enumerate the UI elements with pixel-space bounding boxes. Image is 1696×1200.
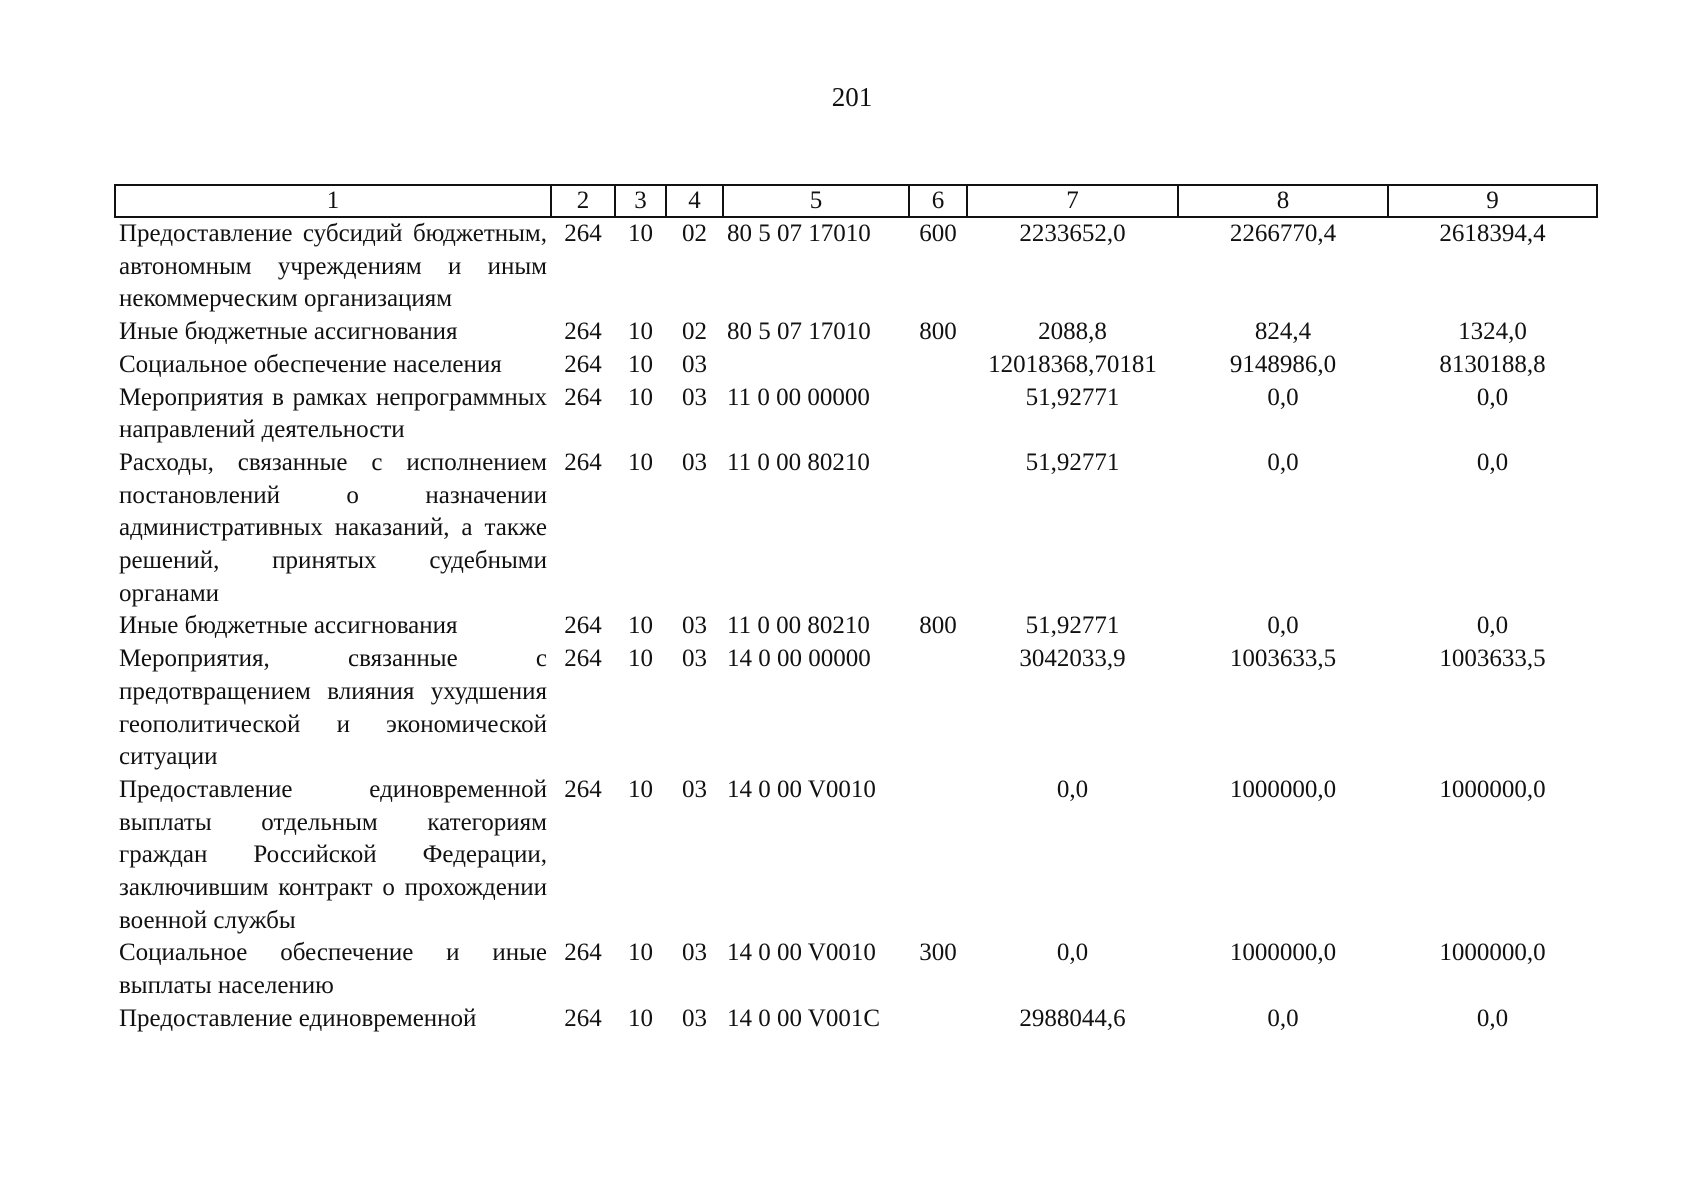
row-section: 10 (628, 645, 653, 673)
row-name: Социальное обеспечение населения (119, 350, 502, 378)
row-amount-7: 2233652,0 (1019, 220, 1126, 247)
budget-table (114, 184, 1598, 1036)
row-name: Расходы, связанные с исполнением постановлений о назначении административных наказаний, а также решений, принятых судебными органами (119, 448, 547, 607)
row-amount-7: 0,0 (1056, 939, 1089, 967)
row-subsection: 03 (682, 350, 707, 378)
row-amount-8: 0,0 (1267, 448, 1299, 476)
row-subsection: 03 (682, 645, 707, 673)
header-col-7: 7 (967, 185, 1178, 217)
row-amount-7: 51,92771 (1025, 383, 1120, 411)
row-target-article: 11 0 00 80210 (727, 612, 870, 640)
table-row (115, 937, 1597, 1002)
row-admin-code: 264 (564, 939, 602, 967)
row-amount-7: 0,0 (1056, 775, 1089, 803)
row-target-article: 80 5 07 17010 (727, 220, 871, 247)
row-subsection: 03 (682, 383, 707, 411)
row-name: Предоставление единовременной (119, 1004, 477, 1032)
row-amount-8: 9148986,0 (1229, 350, 1337, 378)
row-amount-9: 0,0 (1476, 612, 1509, 640)
row-subsection: 03 (682, 612, 707, 640)
row-subsection: 02 (682, 318, 707, 346)
row-amount-9: 0,0 (1476, 383, 1509, 411)
row-amount-8: 0,0 (1267, 383, 1299, 411)
row-subsection: 03 (682, 939, 707, 967)
header-col-2: 2 (551, 185, 615, 217)
table-row (115, 382, 1597, 447)
header-col-6: 6 (909, 185, 967, 217)
row-section: 10 (628, 612, 653, 640)
header-row (115, 185, 1597, 217)
page-number (0, 82, 1696, 112)
row-expense-type (909, 774, 967, 938)
row-name: Иные бюджетные ассигнования (119, 612, 458, 640)
row-target-article: 11 0 00 00000 (727, 383, 870, 411)
row-expense-type (909, 447, 967, 611)
row-amount-9: 0,0 (1476, 1004, 1509, 1032)
row-section: 10 (628, 775, 653, 803)
row-amount-8: 1000000,0 (1229, 939, 1337, 967)
row-amount-8: 824,4 (1254, 318, 1312, 346)
row-amount-7: 2088,8 (1038, 318, 1107, 346)
row-target-article: 80 5 07 17010 (727, 318, 871, 346)
row-name: Предоставление субсидий бюджетным, автономным учреждениям и иным некоммерческим организациям (119, 220, 547, 313)
row-amount-9: 1324,0 (1458, 318, 1527, 346)
row-subsection: 02 (682, 220, 707, 247)
header-col-9: 9 (1388, 185, 1597, 217)
row-subsection: 03 (682, 448, 707, 476)
row-amount-9: 2618394,4 (1439, 220, 1546, 247)
row-amount-8: 2266770,4 (1229, 220, 1337, 247)
row-admin-code: 264 (564, 645, 602, 673)
row-expense-type (909, 643, 967, 774)
row-expense-type (909, 1003, 967, 1036)
page-number-text: 201 (831, 82, 873, 112)
header-col-3: 3 (615, 185, 666, 217)
row-amount-9: 1000000,0 (1439, 939, 1546, 967)
row-admin-code: 264 (564, 1004, 602, 1032)
row-target-article: 14 0 00 V001C (727, 1004, 881, 1032)
row-section: 10 (628, 939, 653, 967)
row-amount-9: 0,0 (1476, 448, 1509, 476)
row-expense-type (909, 349, 967, 382)
row-amount-7: 51,92771 (1025, 612, 1120, 640)
header-col-1: 1 (115, 185, 551, 217)
row-name: Предоставление единовременной выплаты отдельным категориям граждан Российской Федерации, заключившим контракт о прохождении военной службы (119, 775, 547, 934)
row-amount-8: 1003633,5 (1229, 645, 1337, 673)
header-col-4: 4 (666, 185, 723, 217)
table-row (115, 349, 1597, 382)
row-amount-7: 12018368,70181 (988, 350, 1157, 378)
row-amount-8: 0,0 (1267, 612, 1299, 640)
row-subsection: 03 (682, 775, 707, 803)
row-admin-code: 264 (564, 383, 602, 411)
row-amount-7: 3042033,9 (1019, 645, 1126, 673)
row-amount-8: 0,0 (1267, 1004, 1299, 1032)
row-expense-type: 800 (919, 612, 957, 640)
row-target-article (723, 349, 909, 382)
row-section: 10 (628, 383, 653, 411)
table-row (115, 610, 1597, 643)
row-amount-7: 2988044,6 (1019, 1004, 1126, 1032)
row-section: 10 (628, 350, 653, 378)
table-row (115, 217, 1597, 316)
row-amount-7: 51,92771 (1025, 448, 1120, 476)
row-admin-code: 264 (564, 612, 602, 640)
row-expense-type: 800 (919, 318, 957, 346)
row-target-article: 14 0 00 V0010 (727, 775, 876, 803)
table-row (115, 1003, 1597, 1036)
header-col-5: 5 (723, 185, 909, 217)
row-admin-code: 264 (564, 220, 602, 247)
row-target-article: 14 0 00 00000 (727, 645, 871, 673)
table-row (115, 447, 1597, 611)
row-amount-8: 1000000,0 (1229, 775, 1337, 803)
row-name: Мероприятия в рамках непрограммных направлений деятельности (119, 383, 547, 444)
row-expense-type: 600 (919, 220, 957, 247)
table-row (115, 316, 1597, 349)
table-row (115, 643, 1597, 774)
row-amount-9: 1000000,0 (1439, 775, 1546, 803)
row-name: Иные бюджетные ассигнования (119, 318, 458, 346)
row-section: 10 (628, 318, 653, 346)
table-row (115, 774, 1597, 938)
row-name: Мероприятия, связанные с предотвращением влияния ухудшения геополитической и экономической ситуации (119, 645, 547, 771)
row-admin-code: 264 (564, 318, 602, 346)
row-target-article: 11 0 00 80210 (727, 448, 870, 476)
row-subsection: 03 (682, 1004, 707, 1032)
row-expense-type (909, 382, 967, 447)
row-section: 10 (628, 448, 653, 476)
row-amount-9: 8130188,8 (1439, 350, 1546, 378)
header-col-8: 8 (1178, 185, 1388, 217)
row-target-article: 14 0 00 V0010 (727, 939, 876, 967)
row-section: 10 (628, 220, 653, 247)
row-expense-type: 300 (919, 939, 957, 967)
row-amount-9: 1003633,5 (1439, 645, 1546, 673)
row-name: Социальное обеспечение и иные выплаты населению (119, 939, 547, 1000)
row-admin-code: 264 (564, 448, 602, 476)
row-admin-code: 264 (564, 775, 602, 803)
row-admin-code: 264 (564, 350, 602, 378)
row-section: 10 (628, 1004, 653, 1032)
